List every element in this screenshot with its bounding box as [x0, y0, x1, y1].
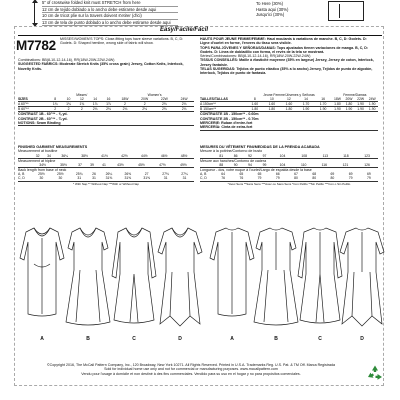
value-cell: 1.90: [366, 107, 378, 112]
to-here-box: [256, 1, 364, 18]
description-fr-es: [200, 37, 376, 76]
size-cell: 12: [280, 97, 297, 102]
stretch-guide-line: 10 cm de tricot plie sur la travers doivent s'etirer (d'ici): [42, 13, 178, 20]
back-b-value: 31⅝: [137, 176, 156, 181]
bust-value: 41½: [95, 154, 115, 159]
back-a-value: 65: [257, 172, 262, 177]
bust-value: 81: [214, 154, 228, 159]
value-cell: 1.90: [355, 102, 367, 107]
back-a-value: 64: [221, 172, 225, 177]
sizes-label: SIZES: [18, 97, 49, 102]
view-label: D: [178, 336, 182, 342]
value-cell: 1.80: [246, 107, 263, 112]
contrast-2-fr: CONTRASTE 2B - 150cm** - 0.70m: [200, 116, 259, 121]
to-here-line: Hasta aqui (30%): [256, 6, 289, 12]
measurement-table-en: FINISHED GARMENT MEASUREMENTS Measurement at bustline 32 34 36¼ 38½ 41½ 42½ 44½ 46½ 48½ Measurement at hipline 34½ 35½ 37 39 41 43½ 45½ 47½ 49½ Back length from base of neck A, B 25½ 25½ 25¾ 26 26¼ 26⅜ 27 27⅛ 27¼ C, D 30 30 31 31 31⅝ 31⅝ 31⅝ 31 31 * With Nap ** Without Nap ***With or Without Nap: [18, 144, 194, 186]
value-cell: 2⅛: [174, 107, 194, 112]
value-cell: 1.90: [315, 107, 332, 112]
hip-value: 34½: [32, 163, 53, 168]
hip-label-fr: Mesure aux hanches/Contorno de cadera: [200, 158, 267, 163]
contrast-2: CONTRAST 2B - 60"** - ¾ yd.: [18, 116, 68, 121]
sizes-label-fr: TAILLES/TALLAS: [200, 97, 246, 102]
hip-value: 37: [74, 163, 86, 168]
view-label: A: [40, 336, 44, 342]
hip-value: 126: [356, 163, 378, 168]
to-here-line: Jusqu'ici (30%): [256, 12, 285, 18]
size-cell: 14: [88, 97, 101, 102]
size-cell: 18W: [332, 97, 344, 102]
back-a-value: 26¼: [105, 172, 113, 177]
bust-value: 32: [32, 154, 43, 159]
description-fr: HAUTS POUR JEUNE FEMME/FEMME: Haut moulants à variations de manche. B, C, D: Godets. D: Ligne d'ourlet en forme, l'envers du tissu sera visible.: [200, 37, 367, 46]
value-cell: 1.60: [280, 102, 297, 107]
back-a-value: 25½: [57, 172, 64, 177]
back-b-value: 31: [175, 176, 194, 181]
view-label: C: [132, 336, 136, 342]
bust-label-fr: Mesure à la poitrine/Contorno de busto: [200, 149, 263, 154]
fabrics-es: TELAS SUGERIDAS: Tejidos de punto elástico (35% a lo ancho) Jersey, Tejidos de punto de algodón, Interlock, Tejidos de punto de fantasía.: [200, 67, 373, 76]
value-cell: 1⅞: [102, 102, 115, 107]
contrast-1-fr: CONTRASTE 1B - 150cm** - 0.60m: [200, 112, 259, 117]
view-label: D: [360, 336, 364, 342]
group-womens-fr: Femme/Damas: [343, 93, 367, 97]
yardage-table-en: [18, 93, 194, 126]
back-b-value: 80: [323, 176, 341, 181]
header-rule: [18, 35, 382, 36]
bust-value: 36¼: [55, 154, 75, 159]
value-cell: 1¾: [62, 102, 75, 107]
bust-value: 92: [243, 154, 257, 159]
back-b-value: 79: [269, 176, 287, 181]
bust-value: 97: [257, 154, 271, 159]
value-cell: 2: [62, 107, 75, 112]
hip-value: 116: [314, 163, 335, 168]
hip-value: 45½: [131, 163, 152, 168]
measurement-table-fr-es: MESURES DU VÊTEMENT FINI/MEDIDAS DE LA PRENDA ACABADA Mesure à la poitrine/Contorno de busto 81 86 92 97 104 108 113 118 123 Mesure aux hanches/Contorno de cadera 88 90 94 99 104 110 116 121 126 Longueur - dos, votre nuque à l'ourlet/Largo de espalda desde la base A, B 64 65 65 66 67 68 69 69 69 C, D 76 76 79 79 80 80 80 79 79 *Avec Sens **Sans Sens ***Avec ou Sans Sens *Con Pelillo **Sin Pelillo ***Con o Sin Pelillo: [200, 144, 378, 186]
size-cell: 14: [297, 97, 314, 102]
value-cell: 1.80: [332, 102, 344, 107]
group-misses: Misses': [76, 93, 88, 97]
bust-value: 44½: [134, 154, 154, 159]
copyright-line: ©Copyright 2016, The McCall Pattern Company, Inc., 120 Broadway, New York 10271. All Rights Reserved. Printed in U.S.A. Trademarks Reg. U.S. Pat. & TM Off. Marca Registrada: [47, 363, 335, 367]
to-here-line: To Here (30%): [256, 1, 283, 6]
value-cell: 1¾: [75, 102, 88, 107]
value-cell: 2: [135, 102, 155, 107]
hip-value: 121: [335, 163, 357, 168]
fabrics-text: SUGGESTED FABRICS: Moderate Stretch Knits (35% cross grain) Jersey, Cotton Knits, Interlock, Novelty Knits.: [18, 62, 184, 71]
bust-value: 86: [228, 154, 242, 159]
description-en: [60, 37, 192, 46]
back-a-value: 25½: [38, 172, 45, 177]
bust-value: 42½: [114, 154, 134, 159]
back-length-label-fr: Longueur - dos, votre nuque à l'ourlet/Largo de espalda desde la base: [200, 168, 312, 173]
stretch-guide-line: 12 cm de tejido doblado a lo ancho debe estirarse desde aqui: [42, 7, 178, 14]
bust-value: 38½: [75, 154, 95, 159]
back-b-value: 31: [70, 176, 89, 181]
value-cell: 2: [115, 102, 135, 107]
value-cell: 2⅛: [102, 107, 115, 112]
value-cell: 1.90: [343, 107, 355, 112]
view-c-front-drawing: [110, 224, 158, 330]
size-cell: 10: [263, 97, 280, 102]
hip-value: 104: [272, 163, 294, 168]
usage-line: Sold for individual home use only and not for commercial or manufacturing purposes. www.mccallpattern.com: [104, 367, 278, 372]
back-a-value: 69: [366, 172, 371, 177]
view-c-back-drawing: [296, 224, 344, 330]
size-cell: 18W: [115, 97, 135, 102]
back-b-value: 30: [51, 176, 70, 181]
size-cell: 10: [62, 97, 75, 102]
value-cell: 2⅛: [155, 107, 175, 112]
combinations-text: Combinations: BB(8-10-12-14-16), RR(18W-20W-22W-24W): [18, 58, 115, 62]
measurement-title: FINISHED GARMENT MEASUREMENTS: [18, 145, 88, 149]
bust-label: Measurement at bustline: [18, 149, 58, 154]
view-label: C: [318, 336, 322, 342]
back-a-value: 27: [144, 172, 149, 177]
view-b-back-drawing: [252, 224, 300, 330]
size-cell: 20W: [135, 97, 155, 102]
stretch-guide-line: 13 cm de tela de punto doblado a lo ancho debe estirarse desde aqui: [42, 20, 178, 27]
hip-value: 47½: [152, 163, 173, 168]
value-cell: 1.80: [343, 102, 355, 107]
difficulty-label: Easy/Facile/Fácil: [160, 27, 209, 33]
back-b-value: 79: [360, 176, 378, 181]
bust-value: 46½: [154, 154, 174, 159]
bust-value: 113: [315, 154, 336, 159]
stretch-guide-line: 5" of crosswise folded knit must STRETCH from here: [42, 0, 178, 7]
back-a-value: 25¾: [75, 172, 83, 177]
view-b-front-drawing: [64, 224, 112, 330]
value-cell: 1.80: [263, 107, 280, 112]
bust-value: 104: [272, 154, 294, 159]
view-label: A: [230, 336, 234, 342]
row-label: A 150cm**: [200, 102, 246, 107]
value-cell: 1⅞: [88, 102, 101, 107]
group-misses-fr: Jeune Femme/Jóvenes y Señoras: [263, 93, 315, 97]
hip-value: 39: [86, 163, 98, 168]
nap-note: * With Nap ** Without Nap ***With or Without Nap: [72, 181, 140, 186]
notions-fr: MERCERIE: Ruban d'entre-fort: [200, 120, 253, 125]
view-d-front-drawing: [156, 224, 204, 330]
hip-label: Measurement at hipline: [18, 158, 56, 163]
value-cell: 1.70: [297, 102, 314, 107]
value-cell: 1.90: [332, 107, 344, 112]
back-a-value: 69: [348, 172, 353, 177]
pattern-number: M7782: [16, 38, 56, 53]
value-cell: 2: [49, 107, 62, 112]
value-cell: 2⅛: [155, 102, 175, 107]
hip-value: 41: [98, 163, 110, 168]
value-cell: 2⅛: [88, 107, 101, 112]
value-cell: 2⅛: [135, 107, 155, 112]
back-a-value: 69: [330, 172, 335, 177]
hip-value: 90: [228, 163, 242, 168]
size-cell: 16: [102, 97, 115, 102]
value-cell: 1.60: [246, 102, 263, 107]
back-a-value: 26⅜: [124, 172, 132, 177]
bust-value: 48½: [174, 154, 194, 159]
measurement-title-fr: MESURES DU VÊTEMENT FINI/MEDIDAS DE LA PRENDA ACABADA: [200, 145, 320, 149]
back-b-value: 80: [287, 176, 305, 181]
value-cell: 2: [75, 107, 88, 112]
back-b-value: 31⅝: [99, 176, 118, 181]
value-cell: 1.60: [263, 102, 280, 107]
hip-value: 49½: [173, 163, 194, 168]
size-cell: 12: [75, 97, 88, 102]
hip-value: 43½: [110, 163, 131, 168]
bust-value: 34: [43, 154, 54, 159]
description-es: TOPS PARA JÓVENES Y SEÑORAS/DAMAS: Tops ajustados tienen variaciones de manga. B, C, D: Godets. D: Línea de dobladillo con forma, el revés de la tela se mostrará.: [200, 45, 369, 54]
copyright-footer: [18, 363, 364, 376]
back-a-value: 27⅛: [162, 172, 169, 177]
bust-value: 108: [293, 154, 315, 159]
hip-value: 88: [214, 163, 228, 168]
group-womens: Women's: [147, 93, 162, 97]
view-label: B: [86, 336, 90, 342]
value-cell: 2⅛: [115, 107, 135, 112]
size-cell: 24W: [366, 97, 378, 102]
back-b-value: 30: [32, 176, 51, 181]
bust-value: 118: [336, 154, 357, 159]
back-b-value: 76: [232, 176, 250, 181]
back-a-value: 26: [92, 172, 96, 177]
contrast-1: CONTRAST 1B - 60"** - ⅝ yd.: [18, 112, 68, 117]
left-notes: [18, 58, 192, 71]
size-cell: 16: [315, 97, 332, 102]
back-length-label: Back length from base of neck: [18, 168, 67, 173]
stretch-guide: [34, 0, 174, 26]
fabrics-fr: TISSUS CONSEILLÉS: Maille à élasticité moyenne (35% en largeur) Jersey, Jersey de coton, Interlock, Jersey fantaisie.: [200, 58, 374, 67]
back-b-value: 31⅝: [118, 176, 137, 181]
back-a-value: 66: [275, 172, 280, 177]
view-d-back-drawing: [338, 224, 386, 330]
usage-line-fr-es: Vendu pour l'usage à domicile et non destiné à des fins commerciales. Vendido para su uso en el hogar y no para propósitos comerciales.: [81, 371, 301, 376]
size-cell: 22W: [155, 97, 175, 102]
stretch-gauge-box: [328, 1, 364, 21]
value-cell: 1.90: [366, 102, 378, 107]
back-a-value: 65: [239, 172, 244, 177]
value-cell: 1¾: [49, 102, 62, 107]
size-cell: 20W: [343, 97, 355, 102]
value-cell: 2⅛: [174, 102, 194, 107]
view-a-back-drawing: [208, 224, 256, 330]
nap-note-fr: *Avec Sens **Sans Sens ***Avec ou Sans Sens *Con Pelillo **Sin Pelillo ***Con o Sin Pelillo: [227, 181, 351, 186]
back-b-value: 31: [156, 176, 175, 181]
recycle-icon: [366, 364, 384, 382]
garment-views: [18, 224, 378, 342]
combinations-fr: Séries/Combinaciones: BB(8-10-12-14-16), RR(18W-20W-22W-24W): [200, 54, 311, 59]
back-a-value: 67: [294, 172, 298, 177]
row-label: B 60"**: [18, 107, 49, 112]
notions-es: MERCERÍA: Cinta de extra-fort: [200, 125, 378, 130]
size-cell: 8: [246, 97, 263, 102]
size-cell: 24W: [174, 97, 194, 102]
size-cell: 8: [49, 97, 62, 102]
value-cell: 1.90: [355, 107, 367, 112]
value-cell: 1.80: [280, 107, 297, 112]
hip-value: 94: [243, 163, 257, 168]
row-label: A 60"**: [18, 102, 49, 107]
stretch-guide-text: [42, 0, 178, 26]
hip-value: 35½: [53, 163, 74, 168]
back-a-value: 27¼: [181, 172, 188, 177]
view-label: B: [274, 336, 278, 342]
hip-value: 99: [257, 163, 271, 168]
back-b-value: 79: [342, 176, 360, 181]
yardage-table-fr-es: [200, 93, 378, 131]
view-a-front-drawing: [18, 224, 66, 330]
back-b-value: 76: [214, 176, 232, 181]
notions: NOTIONS: Seam Binding: [18, 121, 194, 126]
back-a-value: 68: [312, 172, 317, 177]
row-label: B 150cm**: [200, 107, 246, 112]
hip-value: 110: [293, 163, 314, 168]
bust-value: 123: [356, 154, 378, 159]
back-b-value: 80: [305, 176, 323, 181]
size-cell: 22W: [355, 97, 367, 102]
stretch-arrow-icon: [34, 1, 39, 25]
value-cell: 1.90: [297, 107, 314, 112]
description-text: MISSES'/WOMEN'S TOPS: Close-fitting tops have sleeve variations. B, C, D: Godets. D: Shaped hemline, wrong side of fabric will show.: [60, 37, 184, 46]
back-b-value: 79: [250, 176, 268, 181]
value-cell: 1.70: [315, 102, 332, 107]
back-b-value: 31: [89, 176, 100, 181]
